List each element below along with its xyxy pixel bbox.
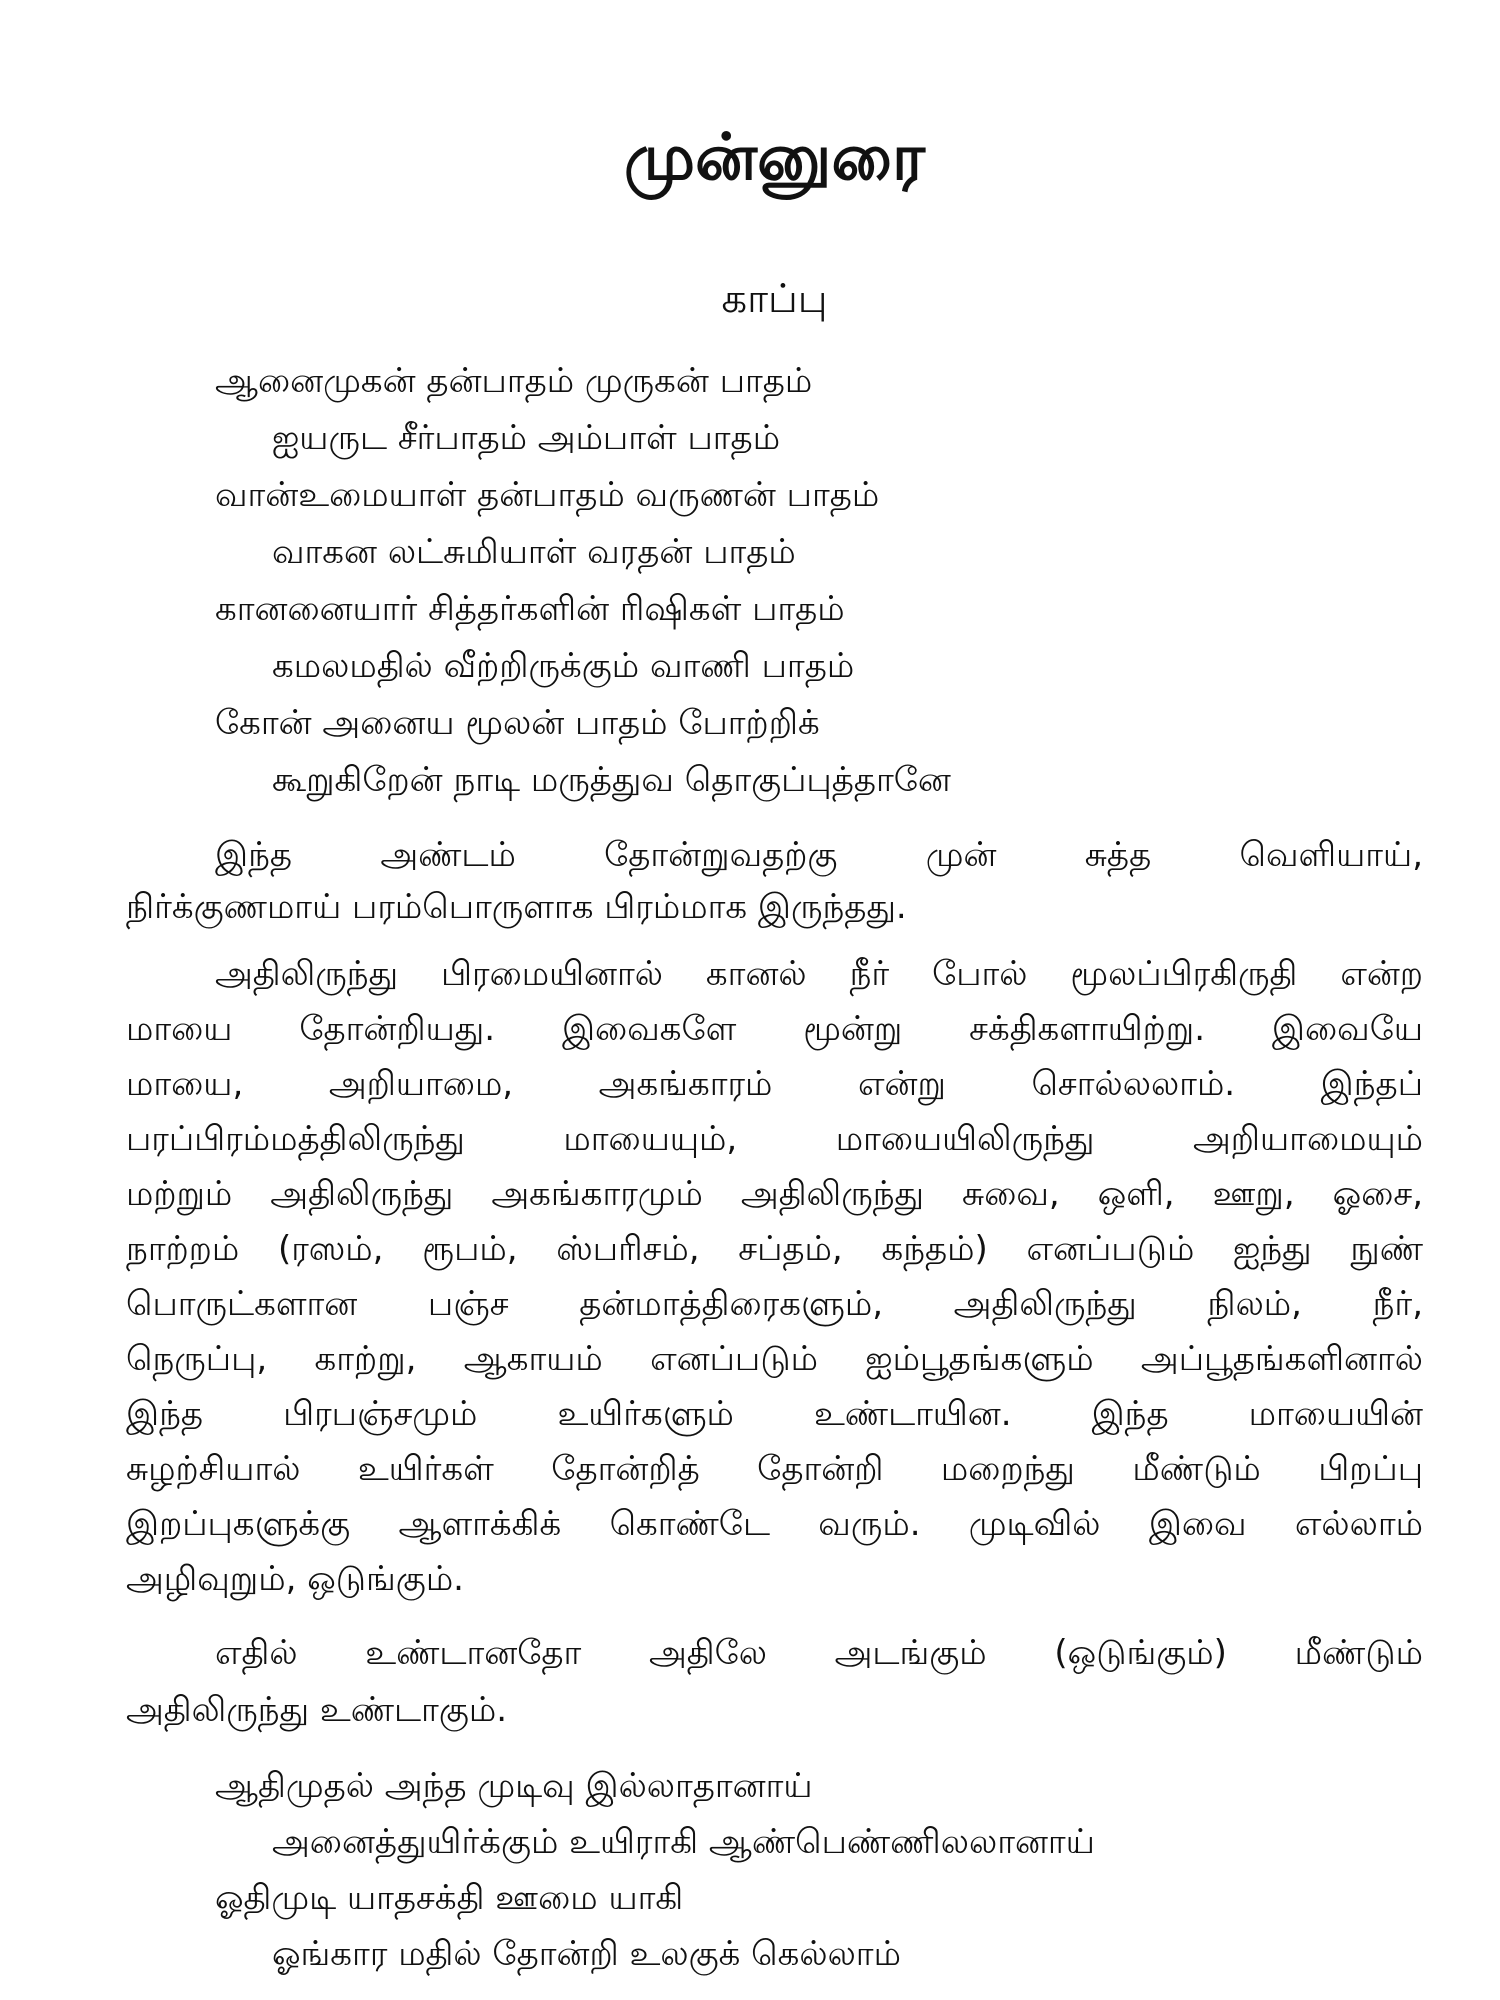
paragraph-line: நிர்க்குணமாய் பரம்பொருளாக பிரம்மாக இருந்தது. (126, 887, 907, 927)
paragraph-line: மற்றும் அதிலிருந்து அகங்காரமும் அதிலிருந்து சுவை, ஒளி, ஊறு, ஓசை, (126, 1174, 1423, 1214)
paragraph-line: பொருட்களான பஞ்ச தன்மாத்திரைகளும், அதிலிருந்து நிலம், நீர், (126, 1284, 1423, 1324)
verse-line: ஐயருட சீர்பாதம் அம்பாள் பாதம் (272, 418, 781, 458)
verse-line: ஓங்கார மதில் தோன்றி உலகுக் கெல்லாம் (272, 1934, 901, 1974)
paragraph-line: இறப்புகளுக்கு ஆளாக்கிக் கொண்டே வரும். முடிவில் இவை எல்லாம் (126, 1504, 1423, 1544)
paragraph-line: அழிவுறும், ஒடுங்கும். (126, 1559, 464, 1599)
paragraph-line: நாற்றம் (ரஸம், ரூபம், ஸ்பரிசம், சப்தம், கந்தம்) எனப்படும் ஐந்து நுண் (126, 1229, 1423, 1269)
verse-line: கூறுகிறேன் நாடி மருத்துவ தொகுப்புத்தானே (272, 760, 951, 800)
closing-verse (126, 1758, 1423, 1982)
paragraph (126, 947, 1423, 1607)
invocation-heading: காப்பு (721, 276, 828, 322)
verse-line: ஆதிமுதல் அந்த முடிவு இல்லாதானாய் (215, 1766, 813, 1806)
paragraph (126, 829, 1423, 933)
paragraph-line: அதிலிருந்து பிரமையினால் கானல் நீர் போல் மூலப்பிரகிருதி என்ற (215, 954, 1423, 994)
paragraph (126, 1625, 1423, 1739)
paragraph-line: இந்த பிரபஞ்சமும் உயிர்களும் உண்டாயின. இந்த மாயையின் (126, 1394, 1423, 1434)
paragraph-line: அதிலிருந்து உண்டாகும். (126, 1690, 508, 1730)
verse-line: வாகன லட்சுமியாள் வரதன் பாதம் (272, 532, 796, 572)
paragraph-line: மாயை தோன்றியது. இவைகளே மூன்று சக்திகளாயிற்று. இவையே (126, 1009, 1423, 1049)
paragraph-line: எதில் உண்டானதோ அதிலே அடங்கும் (ஒடுங்கும்) மீண்டும் (215, 1633, 1423, 1673)
paragraph-line: நெருப்பு, காற்று, ஆகாயம் எனப்படும் ஐம்பூதங்களும் அப்பூதங்களினால் (126, 1339, 1423, 1379)
paragraph-line: பரப்பிரம்மத்திலிருந்து மாயையும், மாயையிலிருந்து அறியாமையும் (126, 1119, 1423, 1159)
verse-line: கமலமதில் வீற்றிருக்கும் வாணி பாதம் (272, 646, 855, 686)
verse-line: ஓதிமுடி யாதசக்தி ஊமை யாகி (215, 1878, 684, 1918)
verse-line: கோன் அனைய மூலன் பாதம் போற்றிக் (215, 703, 820, 743)
verse-line: ஆனைமுகன் தன்பாதம் முருகன் பாதம் (215, 361, 813, 401)
page-title: முன்னுரை (624, 121, 925, 195)
paragraph-line: இந்த அண்டம் தோன்றுவதற்கு முன் சுத்த வெளியாய், (215, 835, 1423, 875)
paragraph-line: மாயை, அறியாமை, அகங்காரம் என்று சொல்லலாம். இந்தப் (126, 1064, 1423, 1104)
paragraph-line: சுழற்சியால் உயிர்கள் தோன்றித் தோன்றி மறைந்து மீண்டும் பிறப்பு (126, 1449, 1423, 1489)
verse-line: கானனையார் சித்தர்களின் ரிஷிகள் பாதம் (215, 589, 845, 629)
invocation-verse (126, 353, 1423, 809)
verse-line: அனைத்துயிர்க்கும் உயிராகி ஆண்பெண்ணிலலானாய் (272, 1822, 1095, 1862)
verse-line: வான்உமையாள் தன்பாதம் வருணன் பாதம் (215, 475, 880, 515)
